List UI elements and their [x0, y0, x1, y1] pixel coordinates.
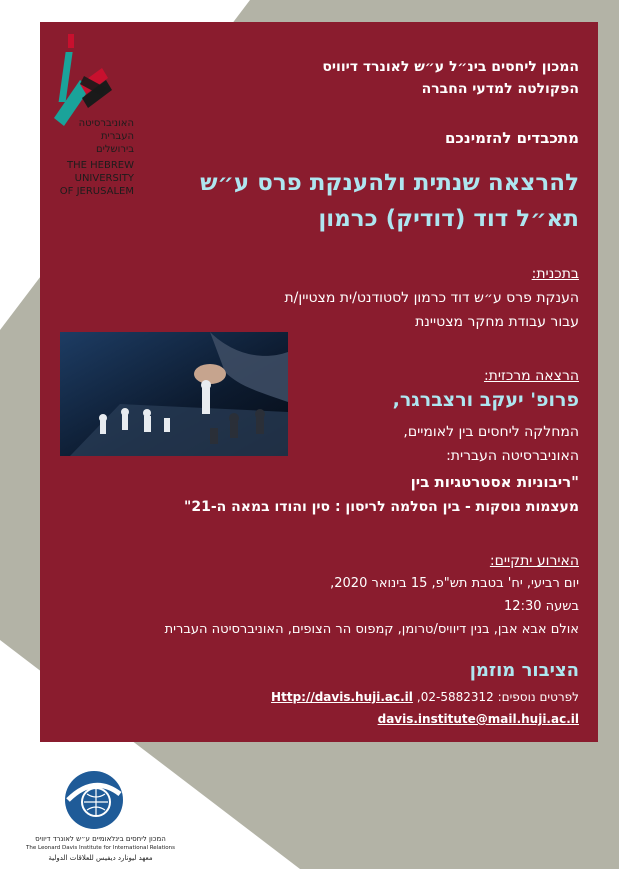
keynote-topic-line-1: "ריבוניות אסטרטגיות בין	[410, 473, 579, 491]
hebrew-university-logo	[44, 28, 140, 214]
invite-text: מתכבדים להזמינכם	[444, 129, 579, 147]
logo-hebrew-line-2: העברית	[100, 131, 134, 142]
faculty-name: הפקולטה למדעי החברה	[421, 81, 579, 97]
public-invited: הציבור מוזמן	[469, 660, 579, 681]
logo-english-line-3: OF JERUSALEM	[59, 186, 134, 197]
title-line-1: להרצאה שנתית ולהענקת פרס ע״ש	[200, 170, 579, 196]
keynote-department: המחלקה ליחסים בין לאומיים,	[403, 424, 579, 440]
keynote-speaker: פרופ' יעקב ורצברגר,	[392, 389, 579, 411]
chess-photo	[60, 332, 288, 456]
program-line-1: הענקת פרס ע״ש דוד כרמון לסטודנט/ית מצטיין/ת	[284, 290, 579, 306]
website-link[interactable]: Http://davis.huji.ac.il	[271, 690, 413, 704]
event-place: אולם אבא אבן, בנין דיוויס/טרומן, קמפוס הר הצופים, האוניברסיטה העברית	[164, 622, 579, 637]
program-line-2: עבור עבודת מחקר מצטיינת	[415, 314, 579, 330]
logo-hebrew-line-3: בירושלים	[95, 144, 134, 155]
davis-institute-logo	[18, 770, 183, 866]
event-time: בשעה 12:30	[504, 599, 579, 614]
contact-line	[271, 690, 579, 704]
event-date: יום רביעי, יח' בטבת תש"פ, 15 בינואר 2020,	[330, 576, 579, 591]
program-heading: בתכנית:	[531, 266, 579, 282]
institute-name: המכון ליחסים בינ״ל ע״ש לאונרד דיוויס	[322, 59, 579, 75]
globe-icon	[58, 770, 130, 832]
keynote-topic-line-2: מעצמות נוסקות - בין הסלמה לריסון : סין והודו במאה ה-21"	[184, 499, 579, 515]
davis-logo-hebrew: המכון ליחסים בינלאומיים ע״ש לאונרד דיוויס	[35, 835, 166, 843]
logo-english-line-2: UNIVERSITY	[74, 173, 134, 184]
title-line-2: תא״ל דוד (דודיק) כרמון	[318, 206, 579, 232]
logo-english-line-1: THE HEBREW	[67, 160, 134, 171]
contact-phone: לפרטים נוספים: 02-5882312,	[416, 690, 579, 704]
event-heading: האירוע יתקיים:	[489, 553, 579, 569]
logo-hebrew-line-1: האוניברסיטה	[78, 118, 134, 129]
keynote-heading: הרצאה מרכזית:	[483, 368, 579, 384]
davis-logo-arabic: معهد ليونارد ديفيس للعلاقات الدولية	[48, 854, 153, 862]
email-link[interactable]: davis.institute@mail.huji.ac.il	[377, 712, 579, 726]
keynote-university: האוניברסיטה העברית:	[446, 448, 579, 464]
davis-logo-english: The Leonard Davis Institute for International Relations	[26, 845, 175, 851]
